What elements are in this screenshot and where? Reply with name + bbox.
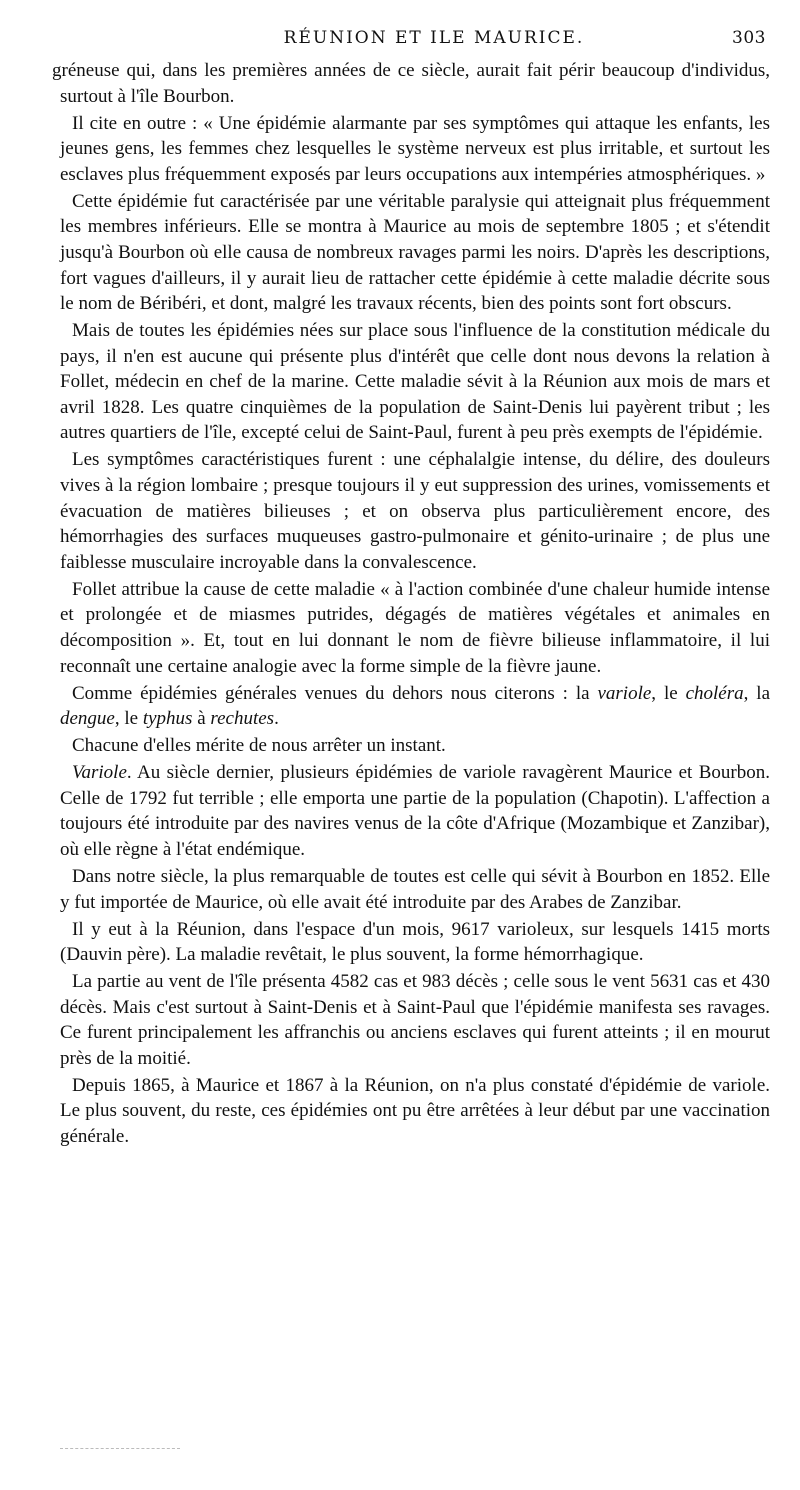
text-run: , le	[114, 708, 143, 730]
text-run: . Au siècle dernier, plusieurs épidémies de variole ravagèrent Maurice et Bourbon. Celle de 1792 fut terrible ; elle emporta une partie de la population (Chapotin). L'affection a toujours été introduite par des navires venus de la côte d'Afrique (Mozambique et Zanzibar), où elle règne à l'état endémique.	[60, 762, 770, 860]
paragraph	[60, 447, 770, 575]
text-run: , le	[651, 682, 686, 704]
paragraph	[52, 58, 770, 109]
text-run: .	[274, 708, 279, 730]
text-run: Depuis 1865, à Maurice et 1867 à la Réunion, on n'a plus constaté d'épidémie de variole. Le plus souvent, du reste, ces épidémies ont pu être arrêtées à leur début par une vaccination générale.	[60, 1074, 770, 1148]
running-head-title: RÉUNION ET ILE MAURICE.	[283, 28, 585, 48]
text-run: Les symptômes caractéristiques furent : une céphalalgie intense, du délire, des douleurs vives à la région lombaire ; presque toujours il y eut suppression des urines, vomissements et évacuation de matières bilieuses ; et on observa plus particulièrement encore, des hémorrhagies des surfaces muqueuses gastro-pulmonaire et génito-urinaire ; de plus une faiblesse musculaire incroyable dans la convalescence.	[60, 449, 770, 573]
running-head	[60, 28, 770, 58]
text-run: Comme épidémies générales venues du dehors nous citerons : la	[72, 682, 598, 704]
text-run: , la	[743, 682, 770, 704]
italic-term: typhus	[142, 708, 193, 730]
text-run: Chacune d'elles mérite de nous arrêter un instant.	[72, 735, 446, 757]
paragraph	[60, 111, 770, 188]
paragraph	[60, 864, 770, 915]
paragraph	[60, 681, 770, 732]
page-number: 303	[732, 28, 766, 48]
italic-term: Variole	[72, 762, 127, 784]
paragraph	[60, 917, 770, 968]
paragraph	[60, 733, 770, 759]
italic-term: dengue	[60, 708, 115, 730]
book-page	[52, 28, 770, 1151]
paragraph	[60, 969, 770, 1071]
footer-smudge	[60, 1448, 180, 1451]
text-run: Il cite en outre : « Une épidémie alarmante par ses symptômes qui attaque les enfants, les jeunes gens, les femmes chez lesquelles le système nerveux est plus irritable, et surtout les esclaves plus fréquemment exposés par leurs occupations aux intempéries atmosphériques. »	[60, 112, 770, 185]
text-run: Mais de toutes les épidémies nées sur place sous l'influence de la constitution médicale du pays, il n'en est aucune qui présente plus d'intérêt que celle dont nous devons la relation à Follet, médecin en chef de la marine. Cette maladie sévit à la Réunion aux mois de mars et avril 1828. Les quatre cinquièmes de la population de Saint-Denis lui payèrent tribut ; les autres quartiers de l'île, excepté celui de Saint-Paul, furent à peu près exempts de l'épidémie.	[60, 320, 770, 444]
text-run: Cette épidémie fut caractérisée par une véritable paralysie qui atteignait plus fréquemment les membres inférieurs. Elle se montra à Maurice au mois de septembre 1805 ; et s'étendit jusqu'à Bourbon où elle causa de nombreux ravages parmi les noirs. D'après les descriptions, fort vagues d'ailleurs, il y aurait lieu de rattacher cette épidémie à cette maladie décrite sous le nom de Béribéri, et dont, malgré les travaux récents, bien des points sont fort obscurs.	[60, 190, 770, 315]
paragraph	[60, 1073, 770, 1150]
paragraph	[60, 760, 770, 862]
paragraph	[60, 318, 770, 446]
body-text	[52, 58, 770, 1150]
paragraph	[60, 189, 770, 317]
text-run: Follet attribue la cause de cette maladie « à l'action combinée d'une chaleur humide intense et prolongée et de miasmes putrides, dégagés de matières végétales et animales en décomposition ». Et, tout en lui donnant le nom de fièvre bilieuse inflammatoire, il lui reconnaît une certaine analogie avec la forme simple de la fièvre jaune.	[60, 578, 770, 677]
text-run: à	[192, 708, 211, 730]
text-run: Il y eut à la Réunion, dans l'espace d'un mois, 9617 varioleux, sur lesquels 1415 morts (Dauvin père). La maladie revêtait, le plus souvent, la forme hémorrhagique.	[60, 918, 770, 966]
text-run: La partie au vent de l'île présenta 4582 cas et 983 décès ; celle sous le vent 5631 cas et 430 décès. Mais c'est surtout à Saint-Denis et à Saint-Paul que l'épidémie manifesta ses ravages. Ce furent principalement les affranchis ou anciens esclaves qui furent atteints ; il en mourut près de la moitié.	[60, 971, 770, 1069]
text-run: gréneuse qui, dans les premières années de ce siècle, aurait fait périr beaucoup d'individus, surtout à l'île Bourbon.	[52, 60, 770, 107]
paragraph	[60, 577, 770, 679]
italic-term: variole	[597, 682, 652, 704]
text-run: Dans notre siècle, la plus remarquable de toutes est celle qui sévit à Bourbon en 1852. Elle y fut importée de Maurice, où elle avait été introduite par des Arabes de Zanzibar.	[60, 865, 770, 913]
italic-term: choléra	[685, 682, 744, 704]
italic-term: rechutes	[210, 708, 275, 730]
